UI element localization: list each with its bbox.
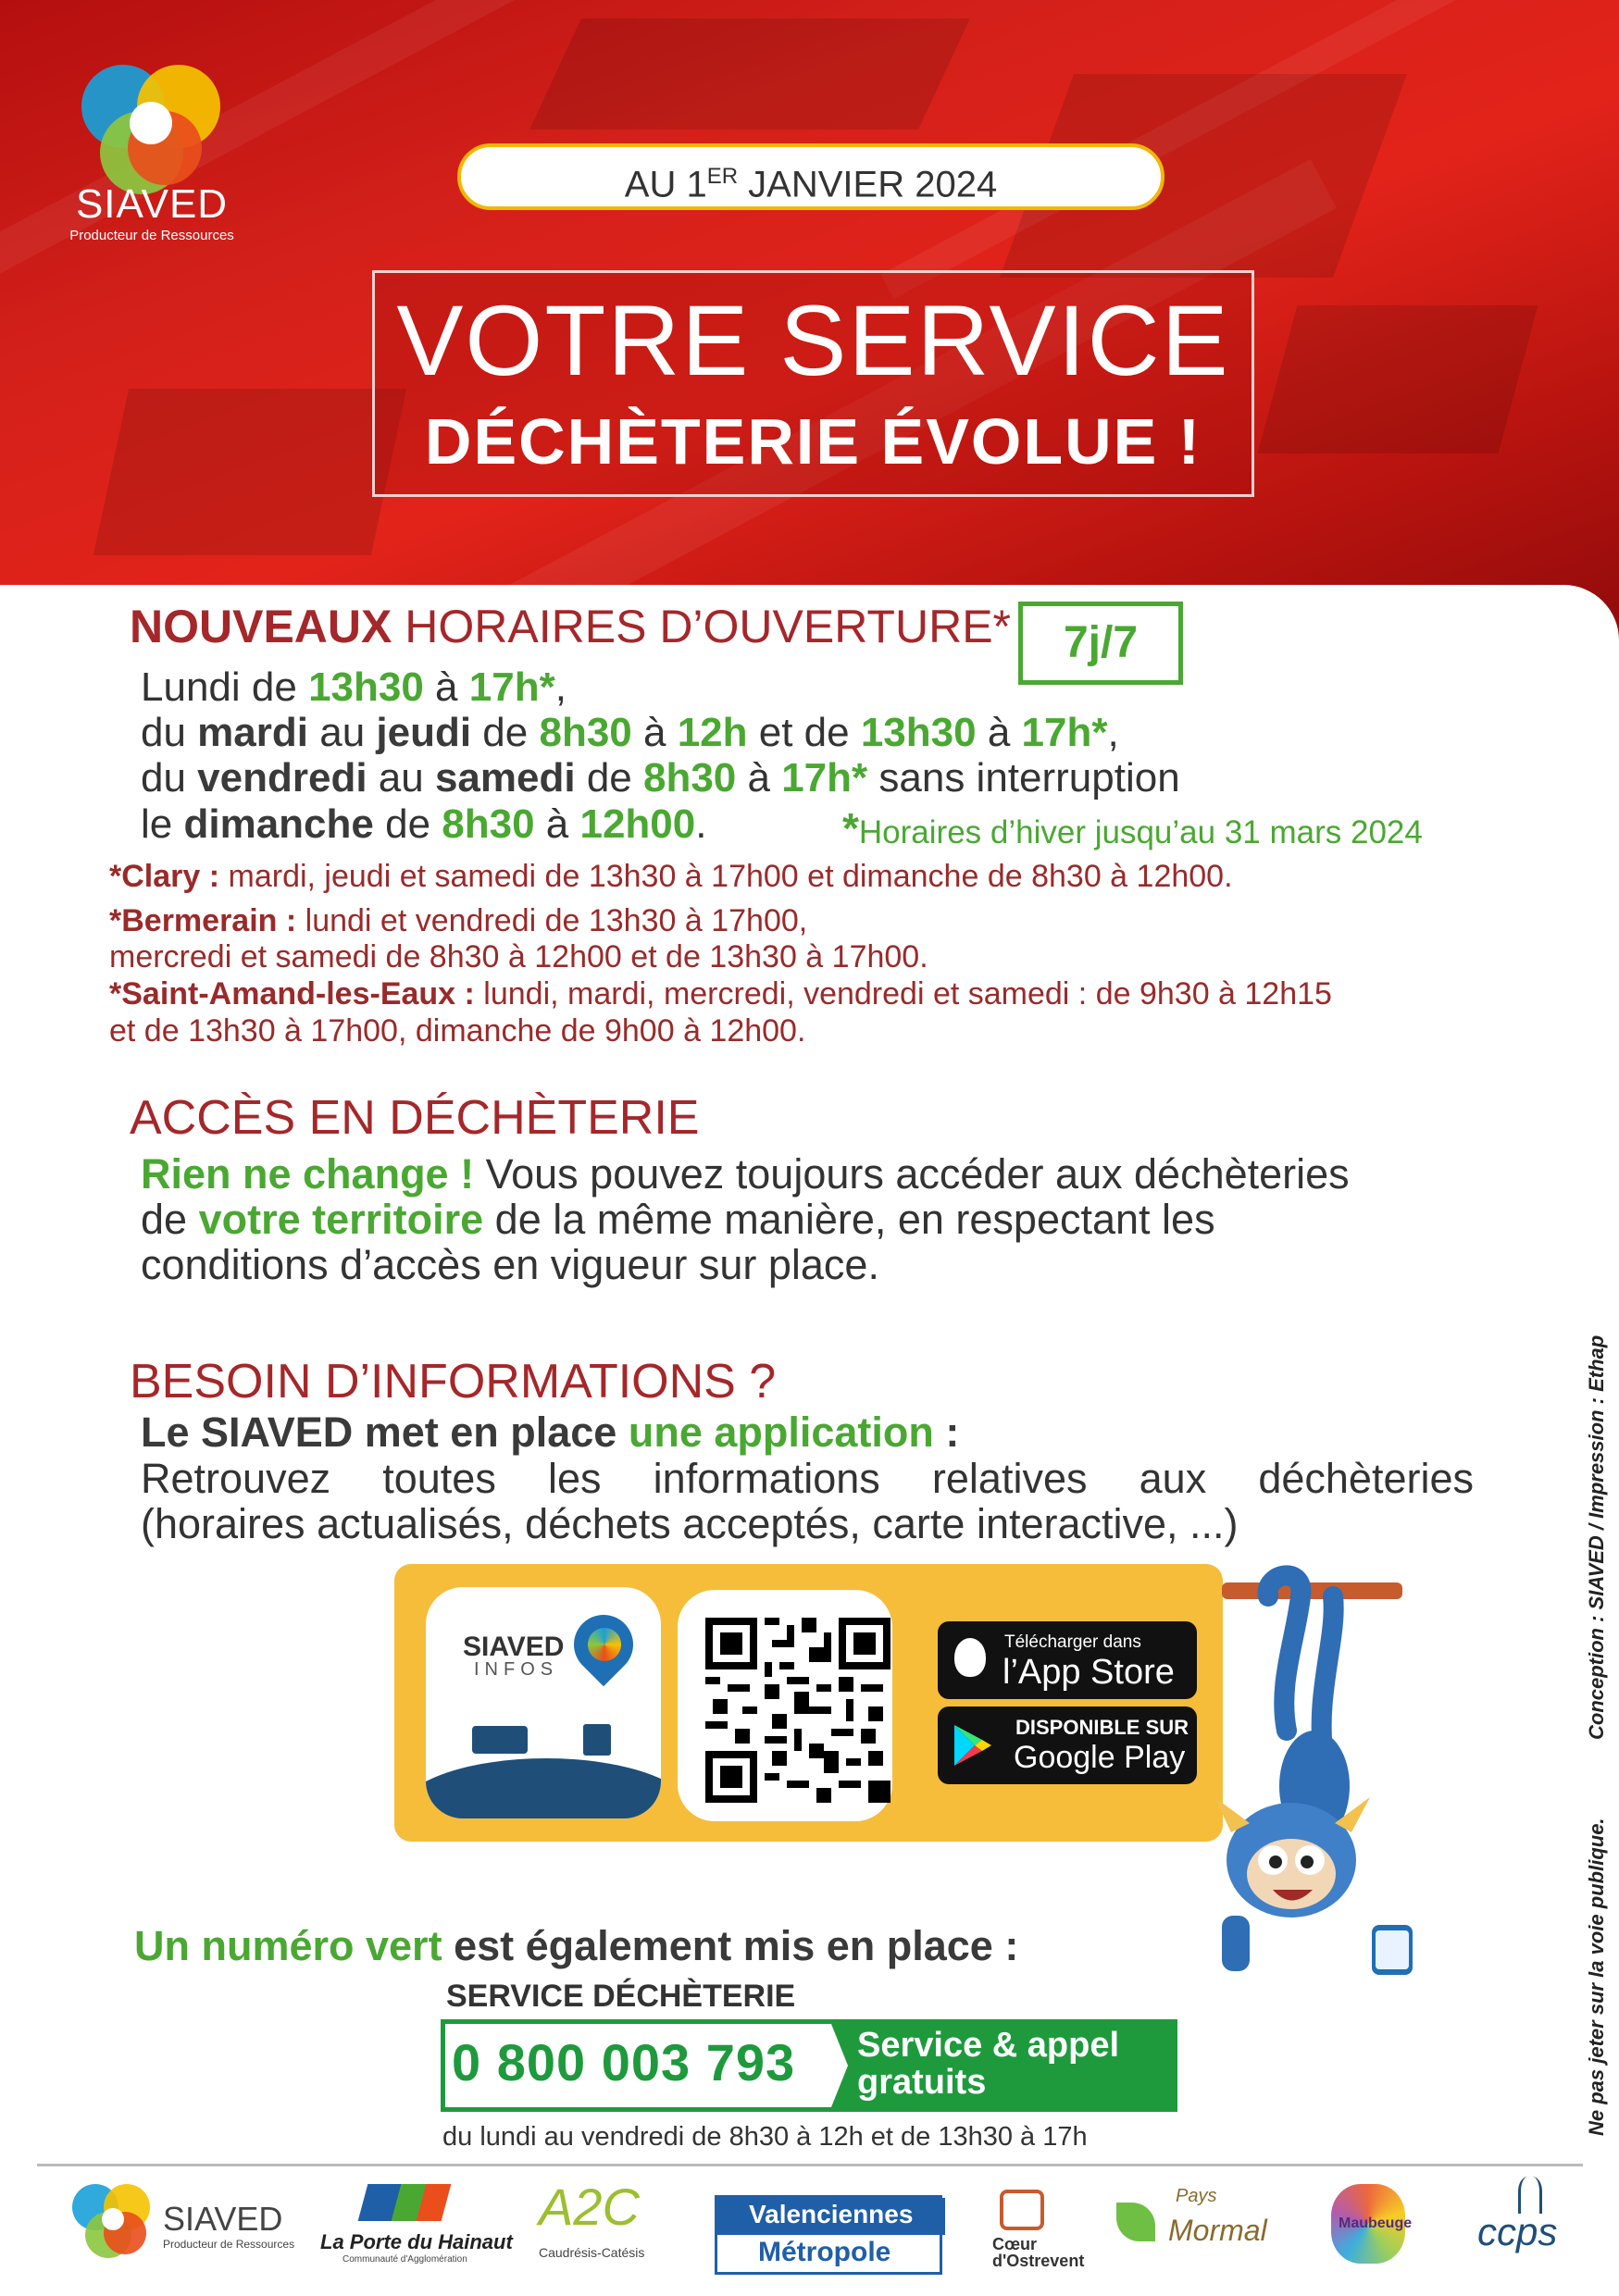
porte-hainaut-logo-icon bbox=[358, 2184, 452, 2221]
footer-siaved-sub: Producteur de Ressources bbox=[163, 2238, 295, 2251]
bermerain-hours-2: mercredi et samedi de 8h30 à 12h00 et de 13h30 à 17h00. bbox=[109, 939, 928, 974]
toll-free-lead: Un numéro vert est également mis en place : bbox=[134, 1922, 1019, 1969]
clary-hours: *Clary : mardi, jeudi et samedi de 13h30 à 17h00 et dimanche de 8h30 à 12h00. bbox=[109, 859, 1233, 894]
free-service-label: Service & appel gratuits bbox=[857, 2026, 1120, 2102]
truck-icon bbox=[472, 1726, 528, 1754]
saint-amand-hours: *Saint-Amand-les-Eaux : lundi, mardi, mercredi, vendredi et samedi : de 9h30 à 12h15 bbox=[109, 976, 1332, 1011]
monkey-mascot-icon bbox=[1176, 1555, 1463, 1980]
valenciennes-logo: Valenciennes Métropole bbox=[715, 2195, 942, 2275]
hours-monday: Lundi de 13h30 à 17h*, bbox=[141, 664, 567, 710]
app-store-button[interactable] bbox=[938, 1621, 1197, 1699]
qr-card[interactable] bbox=[678, 1590, 892, 1821]
hours-heading: NOUVEAUX HORAIRES D’OUVERTURE* bbox=[130, 601, 1012, 652]
toll-free-number[interactable]: 0 800 003 793 bbox=[452, 2033, 796, 2091]
effective-date: AU 1ER JANVIER 2024 bbox=[457, 143, 1164, 210]
access-heading: ACCÈS EN DÉCHÈTERIE bbox=[130, 1091, 700, 1145]
service-label: SERVICE DÉCHÈTERIE bbox=[446, 1979, 796, 2014]
credit-text: Conception : SIAVED / Impression : Ethap bbox=[1585, 1334, 1608, 1740]
footer-divider bbox=[37, 2164, 1583, 2166]
open-days-badge: 7j/7 bbox=[1018, 602, 1183, 685]
bermerain-hours: *Bermerain : lundi et vendredi de 13h30 à 17h00, bbox=[109, 903, 808, 938]
hours-fri-sat: du vendredi au samedi de 8h30 à 17h* sans interruption bbox=[141, 755, 1180, 800]
access-line-2: de votre territoire de la même manière, en respectant les bbox=[141, 1196, 1215, 1243]
footer-ccps: ccps bbox=[1477, 2210, 1558, 2253]
app-name: SIAVED bbox=[463, 1632, 565, 1662]
hours-sunday: le dimanche de 8h30 à 12h00. bbox=[141, 801, 707, 847]
phone-hours: du lundi au vendredi de 8h30 à 12h et de 13h30 à 17h bbox=[442, 2122, 1088, 2152]
apple-icon bbox=[954, 1638, 986, 1677]
hours-tue-thu: du mardi au jeudi de 8h30 à 12h et de 13h30 à 17h*, bbox=[141, 710, 1119, 755]
app-icon-card[interactable] bbox=[426, 1587, 661, 1818]
hill-graphic bbox=[426, 1758, 661, 1818]
footer-maubeuge: Maubeuge bbox=[1339, 2215, 1413, 2231]
coeur-ostrevent-logo-icon bbox=[1000, 2190, 1044, 2230]
info-line-2: (horaires actualisés, déchets acceptés, carte interactive, ...) bbox=[141, 1500, 1239, 1547]
qr-code-icon bbox=[705, 1618, 890, 1803]
page-title: VOTRE SERVICE bbox=[396, 284, 1230, 396]
ccps-tower-icon bbox=[1518, 2177, 1542, 2214]
brand-name: SIAVED bbox=[75, 181, 229, 227]
siaved-footer-logo-icon bbox=[72, 2184, 156, 2267]
saint-amand-hours-2: et de 13h30 à 17h00, dimanche de 9h00 à 12h00. bbox=[109, 1013, 806, 1049]
google-play-label: Google Play bbox=[1014, 1740, 1186, 1775]
access-line-1: Rien ne change ! Vous pouvez toujours accéder aux déchèteries bbox=[141, 1150, 1350, 1198]
brand-tagline: Producteur de Ressources bbox=[69, 228, 234, 243]
app-store-small: Télécharger dans bbox=[1004, 1632, 1141, 1652]
arrow-divider bbox=[826, 2024, 848, 2107]
footer-porte-hainaut-sub: Communauté d'Agglomération bbox=[342, 2254, 467, 2265]
info-line-1: Retrouvez toutes les informations relatives aux déchèteries bbox=[141, 1455, 1474, 1502]
public-notice: Ne pas jeter sur la voie publique. bbox=[1585, 1818, 1608, 2136]
footer-porte-hainaut: La Porte du Hainaut bbox=[320, 2230, 513, 2253]
google-play-button[interactable] bbox=[938, 1706, 1197, 1784]
winter-hours-note: *Horaires d’hiver jusqu’au 31 mars 2024 bbox=[842, 804, 1423, 852]
footer-coeur: Cœur d'Ostrevent bbox=[992, 2235, 1085, 2270]
trash-bin-icon bbox=[583, 1724, 611, 1756]
info-heading: BESOIN D’INFORMATIONS ? bbox=[130, 1355, 777, 1409]
google-play-small: DISPONIBLE SUR bbox=[1015, 1716, 1189, 1739]
footer-mormal-1: Pays bbox=[1176, 2186, 1217, 2206]
logo-icon bbox=[588, 1628, 621, 1661]
app-sub: INFOS bbox=[474, 1659, 559, 1680]
footer-mormal-2: Mormal bbox=[1168, 2214, 1267, 2247]
info-lead: Le SIAVED met en place une application : bbox=[141, 1409, 960, 1456]
access-line-3: conditions d’accès en vigueur sur place. bbox=[141, 1241, 879, 1288]
footer-a2c-sub: Caudrésis-Catésis bbox=[539, 2245, 645, 2260]
page-subtitle: DÉCHÈTERIE ÉVOLUE ! bbox=[424, 405, 1202, 478]
footer-a2c: A2C bbox=[539, 2178, 640, 2236]
app-store-label: l’App Store bbox=[1003, 1653, 1175, 1692]
google-play-icon bbox=[953, 1723, 993, 1768]
footer-siaved: SIAVED bbox=[163, 2200, 283, 2238]
